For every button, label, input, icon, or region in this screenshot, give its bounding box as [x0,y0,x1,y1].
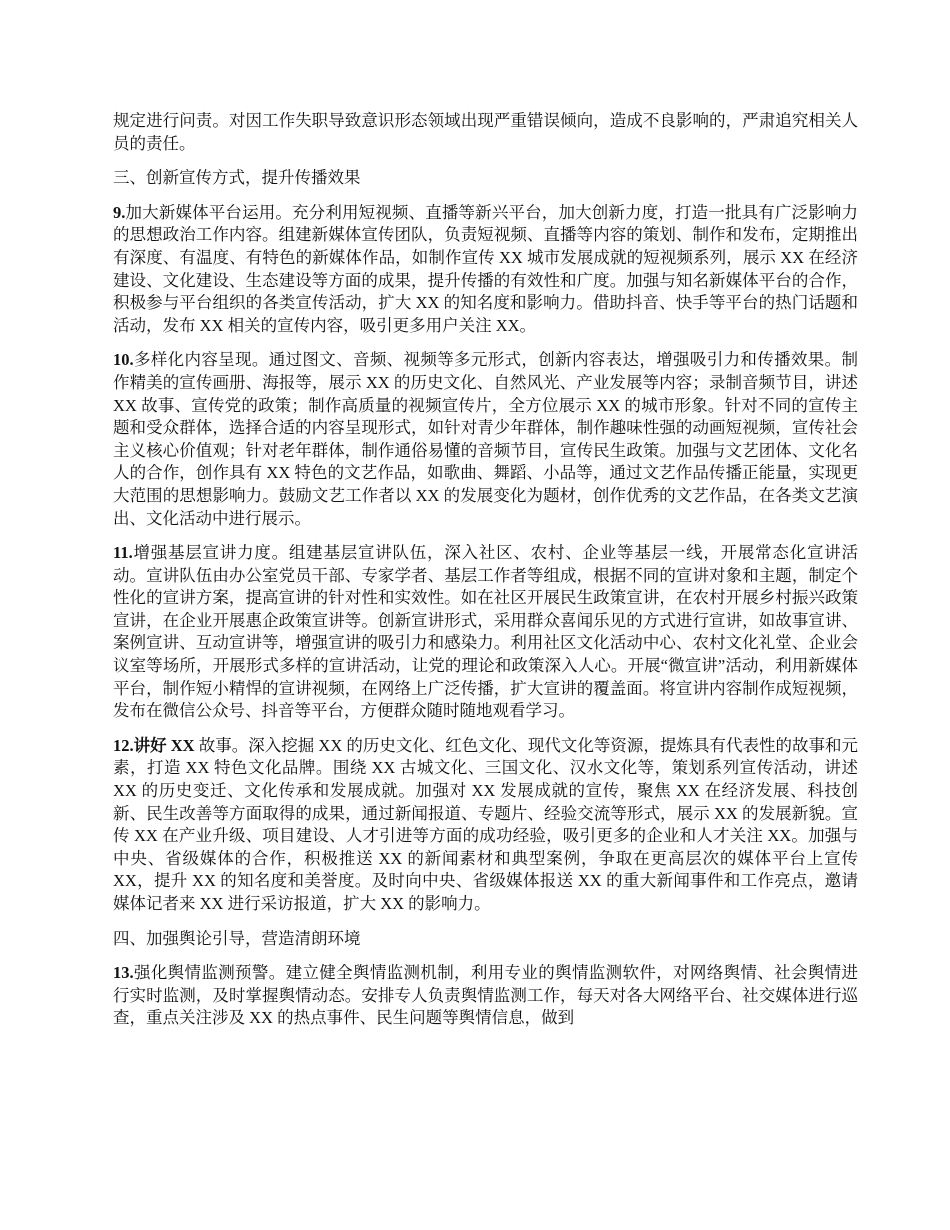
item-10-number: 10. [113,350,134,370]
item-11-text: 增强基层宣讲力度。组建基层宣讲队伍，深入社区、农村、企业等基层一线，开展常态化宣讲活动。宣讲队伍由办公室党员干部、专家学者、基层工作者等组成，根据不同的宣讲对象和主题，制定个性化的宣讲方案，提高宣讲的针对性和实效性。如在社区开展民生政策宣讲，在农村开展乡村振兴政策宣讲，在企业开展惠企政策宣讲等。创新宣讲形式，采用群众喜闻乐见的方式进行宣讲，如故事宣讲、案例宣讲、互动宣讲等，增强宣讲的吸引力和感染力。利用社区文化活动中心、农村文化礼堂、企业会议室等场所，开展形式多样的宣讲活动，让党的理论和政策深入人心。开展“微宣讲”活动，利用新媒体平台，制作短小精悍的宣讲视频，在网络上广泛传播，扩大宣讲的覆盖面。将宣讲内容制作成短视频，发布在微信公众号、抖音等平台，方便群众随时随地观看学习。 [113,543,858,721]
item-11-number: 11. [113,543,133,563]
item-13-paragraph [113,962,858,1030]
item-10-paragraph [113,349,858,530]
item-13-number: 13. [113,963,134,983]
item-13-text: 强化舆情监测预警。建立健全舆情监测机制，利用专业的舆情监测软件，对网络舆情、社会舆情进行实时监测，及时掌握舆情动态。安排专人负责舆情监测工作，每天对各大网络平台、社交媒体进行巡查，重点关注涉及 XX 的热点事件、民生问题等舆情信息，做到 [113,963,858,1028]
item-12-number: 12. [113,735,134,755]
document-page [113,110,858,1042]
item-11-paragraph [113,542,858,723]
item-9-number: 9. [113,202,126,222]
section-4-heading: 四、加强舆论引导，营造清朗环境 [113,928,361,948]
item-9-paragraph [113,202,858,338]
item-12-title: 讲好 XX [133,735,195,755]
item-12-paragraph [113,735,858,916]
section-3-heading: 三、创新宣传方式，提升传播效果 [113,168,361,188]
item-10-text: 多样化内容呈现。通过图文、音频、视频等多元形式，创新内容表达，增强吸引力和传播效果。制作精美的宣传画册、海报等，展示 XX 的历史文化、自然风光、产业发展等内容；录制音频节目，讲述 XX 故事、宣传党的政策；制作高质量的视频宣传片，全方位展示 XX 的城市形象。针对不同的宣传主题和受众群体，选择合适的内容呈现形式，如针对青少年群体，制作趣味性强的动画短视频，宣传社会主义核心价值观；针对老年群体，制作通俗易懂的音频节目，宣传民生政策。加强与文艺团体、文化名人的合作，创作具有 XX 特色的文艺作品，如歌曲、舞蹈、小品等，通过文艺作品传播正能量，实现更大范围的思想影响力。鼓励文艺工作者以 XX 的发展变化为题材，创作优秀的文艺作品，在各类文艺演出、文化活动中进行展示。 [113,350,858,528]
intro-paragraph: 规定进行问责。对因工作失职导致意识形态领域出现严重错误倾向，造成不良影响的，严肃追究相关人员的责任。 [113,111,858,153]
item-12-text: 故事。深入挖掘 XX 的历史文化、红色文化、现代文化等资源，提炼具有代表性的故事和元素，打造 XX 特色文化品牌。围绕 XX 古城文化、三国文化、汉水文化等，策划系列宣传活动，讲述 XX 的历史变迁、文化传承和发展成就。加强对 XX 发展成就的宣传，聚焦 XX 在经济发展、科技创新、民生改善等方面取得的成果，通过新闻报道、专题片、经验交流等形式，展示 XX 的发展新貌。宣传 XX 在产业升级、项目建设、人才引进等方面的成功经验，吸引更多的企业和人才关注 XX。加强与中央、省级媒体的合作，积极推送 XX 的新闻素材和典型案例，争取在更高层次的媒体平台上宣传 XX，提升 XX 的知名度和美誉度。及时向中央、省级媒体报送 XX 的重大新闻事件和工作亮点，邀请媒体记者来 XX 进行采访报道，扩大 XX 的影响力。 [113,735,858,913]
item-9-text: 加大新媒体平台运用。充分利用短视频、直播等新兴平台，加大创新力度，打造一批具有广泛影响力的思想政治工作内容。组建新媒体宣传团队，负责短视频、直播等内容的策划、制作和发布，定期推出有深度、有温度、有特色的新媒体作品，如制作宣传 XX 城市发展成就的短视频系列，展示 XX 在经济建设、文化建设、生态建设等方面的成果，提升传播的有效性和广度。加强与知名新媒体平台的合作，积极参与平台组织的各类宣传活动，扩大 XX 的知名度和影响力。借助抖音、快手等平台的热门话题和活动，发布 XX 相关的宣传内容，吸引更多用户关注 XX。 [113,202,858,335]
